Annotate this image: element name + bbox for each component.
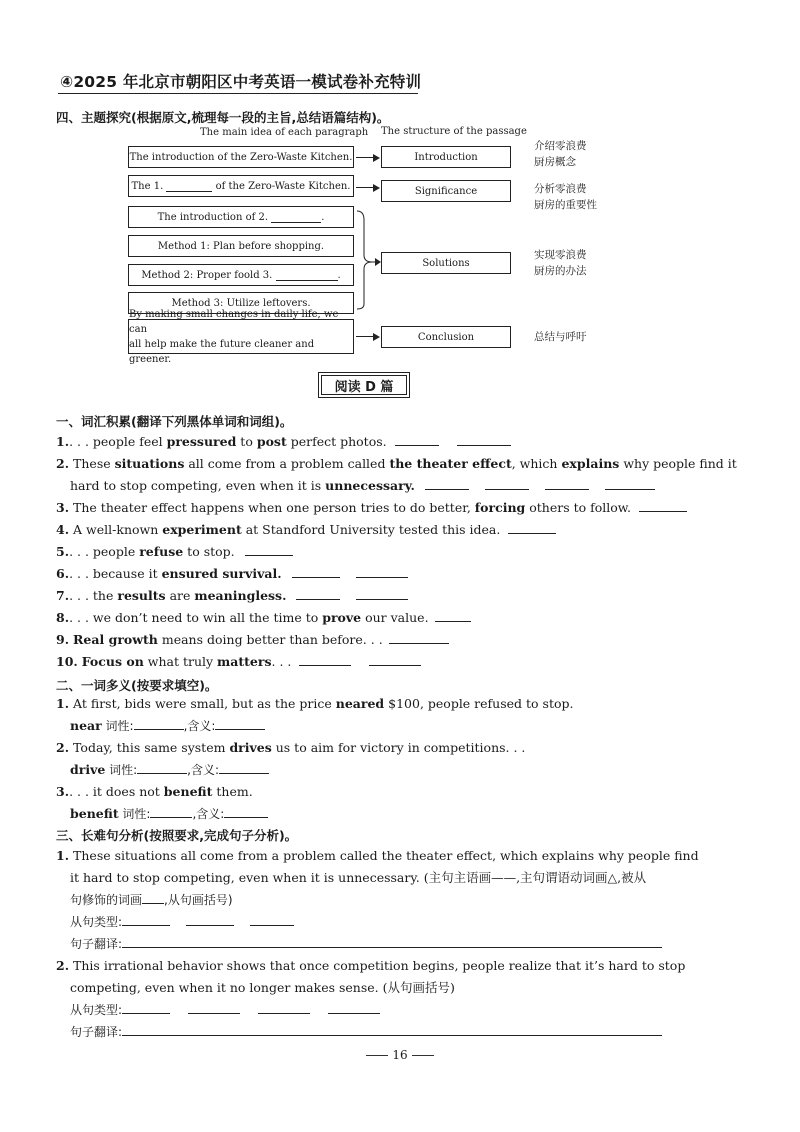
- main-idea-box-2: The 1. of the Zero-Waste Kitchen.: [128, 175, 354, 197]
- main-idea-box-3: The introduction of 2. .: [128, 206, 354, 228]
- title-underline: [58, 93, 418, 94]
- cn-note-1: 介绍零浪费 厨房概念: [534, 140, 587, 168]
- answer-blank[interactable]: [639, 500, 687, 512]
- vocab-item-2-cont: hard to stop competing, even when it is unnecessary.: [70, 478, 655, 494]
- vocab-item-9: 9. Real growth means doing better than before. . .: [56, 632, 449, 648]
- main-idea-box-1: The introduction of the Zero-Waste Kitchen.: [128, 146, 354, 168]
- section4-heading: 四、主题探究(根据原文,梳理每一段的主旨,总结语篇结构)。: [56, 110, 390, 125]
- analysis-q1-clause-type: 从句类型:: [70, 914, 294, 930]
- analysis-q1-translation: 句子翻译:: [70, 936, 662, 952]
- blank-1[interactable]: [166, 180, 212, 192]
- answer-blank[interactable]: [435, 610, 471, 622]
- answer-blank[interactable]: [369, 654, 421, 666]
- pos-blank[interactable]: [137, 762, 187, 774]
- answer-blank[interactable]: [425, 478, 469, 490]
- page-title: ④2025 年北京市朝阳区中考英语一模试卷补充特训: [60, 73, 422, 91]
- answer-blank[interactable]: [122, 1002, 170, 1014]
- answer-blank[interactable]: [299, 654, 351, 666]
- vocab-item-8: 8.. . . we don’t need to win all the time to prove our value.: [56, 610, 471, 626]
- meaning-blank[interactable]: [219, 762, 269, 774]
- page-number: 16: [0, 1048, 800, 1062]
- answer-blank[interactable]: [292, 566, 340, 578]
- polysemy-q3-fill: benefit 词性: ,含义:: [70, 806, 268, 822]
- answer-blank[interactable]: [250, 914, 294, 926]
- arrow-4: [356, 336, 378, 337]
- analysis-q2-clause-type: 从句类型:: [70, 1002, 380, 1018]
- polysemy-q1: 1. At first, bids were small, but as the price neared $100, people refused to stop.: [56, 696, 574, 711]
- analysis-heading: 三、长难句分析(按照要求,完成句子分析)。: [56, 828, 298, 843]
- translation-blank[interactable]: [122, 1024, 662, 1036]
- answer-blank[interactable]: [142, 892, 164, 904]
- main-idea-box-4: Method 1: Plan before shopping.: [128, 235, 354, 257]
- translation-blank[interactable]: [122, 936, 662, 948]
- vocab-item-4: 4. A well-known experiment at Standford University tested this idea.: [56, 522, 556, 538]
- answer-blank[interactable]: [389, 632, 449, 644]
- vocab-heading: 一、词汇积累(翻译下列黑体单词和词组)。: [56, 414, 293, 429]
- structure-solutions: Solutions: [381, 252, 511, 274]
- analysis-q1-line3: 句修饰的词画 ,从句画括号): [70, 893, 233, 907]
- main-idea-box-5: Method 2: Proper foold 3. .: [128, 264, 354, 286]
- meaning-blank[interactable]: [215, 718, 265, 730]
- vocab-item-2: 2. These situations all come from a problem called the theater effect, which explains why people find it: [56, 456, 737, 471]
- answer-blank[interactable]: [395, 434, 439, 446]
- vocab-item-10: 10. Focus on what truly matters. . .: [56, 654, 421, 670]
- pos-blank[interactable]: [150, 806, 192, 818]
- answer-blank[interactable]: [122, 914, 170, 926]
- reading-d-label: 阅读 D 篇: [318, 372, 410, 398]
- answer-blank[interactable]: [188, 1002, 240, 1014]
- answer-blank[interactable]: [605, 478, 655, 490]
- answer-blank[interactable]: [485, 478, 529, 490]
- polysemy-q1-fill: near 词性: ,含义:: [70, 718, 265, 734]
- polysemy-heading: 二、一词多义(按要求填空)。: [56, 678, 218, 693]
- answer-blank[interactable]: [296, 588, 340, 600]
- answer-blank[interactable]: [457, 434, 511, 446]
- answer-blank[interactable]: [328, 1002, 380, 1014]
- polysemy-q2: 2. Today, this same system drives us to aim for victory in competitions. . .: [56, 740, 526, 755]
- answer-blank[interactable]: [186, 914, 234, 926]
- vocab-item-1: 1.. . . people feel pressured to post perfect photos.: [56, 434, 511, 450]
- main-idea-box-6: Method 3: Utilize leftovers.: [128, 292, 354, 314]
- answer-blank[interactable]: [356, 588, 408, 600]
- polysemy-q3: 3.. . . it does not benefit them.: [56, 784, 253, 799]
- structure-significance: Significance: [381, 180, 511, 202]
- arrow-2: [356, 187, 378, 188]
- meaning-blank[interactable]: [224, 806, 268, 818]
- analysis-q2-translation: 句子翻译:: [70, 1024, 662, 1040]
- vocab-item-5: 5.. . . people refuse to stop.: [56, 544, 293, 560]
- column-header-structure: The structure of the passage: [381, 126, 527, 137]
- answer-blank[interactable]: [245, 544, 293, 556]
- polysemy-q2-fill: drive 词性: ,含义:: [70, 762, 269, 778]
- vocab-item-7: 7.. . . the results are meaningless.: [56, 588, 408, 604]
- cn-note-4: 总结与呼吁: [534, 331, 587, 343]
- answer-blank[interactable]: [356, 566, 408, 578]
- structure-introduction: Introduction: [381, 146, 511, 168]
- solutions-bracket: [356, 210, 382, 310]
- blank-3[interactable]: [276, 269, 338, 281]
- analysis-q1-line2: it hard to stop competing, even when it is unnecessary. (主句主语画——,主句谓语动词画△,被从: [70, 870, 647, 885]
- vocab-item-6: 6.. . . because it ensured survival.: [56, 566, 408, 582]
- analysis-q2-line1: 2. This irrational behavior shows that once competition begins, people realize that it’s hard to stop: [56, 958, 686, 973]
- arrow-1: [356, 157, 378, 158]
- answer-blank[interactable]: [508, 522, 556, 534]
- vocab-item-3: 3. The theater effect happens when one person tries to do better, forcing others to follow.: [56, 500, 687, 516]
- structure-conclusion: Conclusion: [381, 326, 511, 348]
- cn-note-3: 实现零浪费 厨房的办法: [534, 249, 587, 277]
- cn-note-2: 分析零浪费 厨房的重要性: [534, 183, 597, 211]
- analysis-q2-line2: competing, even when it no longer makes sense. (从句画括号): [70, 980, 455, 995]
- column-header-main-idea: The main idea of each paragraph: [200, 127, 369, 138]
- pos-blank[interactable]: [134, 718, 184, 730]
- main-idea-box-7: By making small changes in daily life, we can all help make the future cleaner and greener.: [128, 319, 354, 354]
- answer-blank[interactable]: [545, 478, 589, 490]
- analysis-q1-line1: 1. These situations all come from a problem called the theater effect, which explains why people find: [56, 848, 699, 863]
- answer-blank[interactable]: [258, 1002, 310, 1014]
- blank-2[interactable]: [271, 211, 321, 223]
